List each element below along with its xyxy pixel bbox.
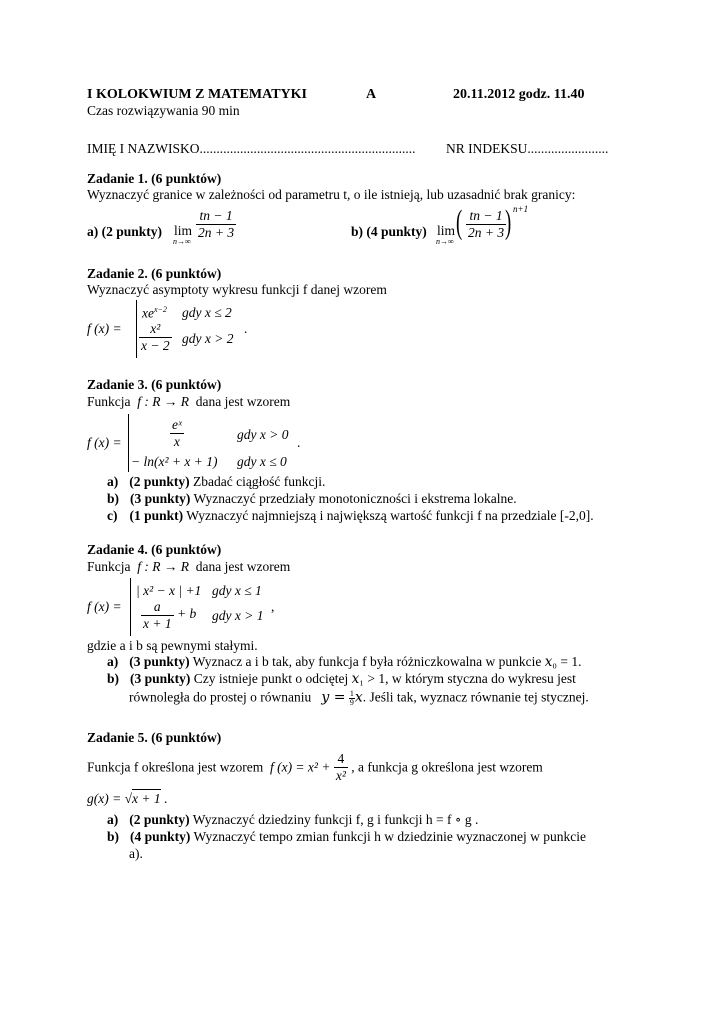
task5-g-def xyxy=(87,792,167,806)
exam-group: A xyxy=(366,87,377,102)
task4-item-a-letter: a) xyxy=(107,654,119,669)
task5-g-end: . xyxy=(160,791,168,806)
task2-case2-den: x − 2 xyxy=(141,337,170,353)
name-field: IMIĘ I NAZWISKO................................................................ xyxy=(87,141,416,156)
task2-end: . xyxy=(244,321,248,336)
task2-text xyxy=(87,283,387,297)
task4-brace xyxy=(130,578,131,636)
task3-item-a xyxy=(107,475,325,489)
task3-item-b xyxy=(107,492,517,506)
time-limit: Czas rozwiązywania 90 min xyxy=(87,103,240,118)
task5-item-a xyxy=(107,813,478,827)
task2-case1 xyxy=(142,306,167,320)
task3-text-post: dana jest wzorem xyxy=(195,394,291,409)
task1-b-numerator: tn − 1 xyxy=(466,209,506,225)
task3-item-a-pts: (2 punkty) xyxy=(129,474,190,489)
task3-item-a-letter: a) xyxy=(107,474,119,489)
sqrt-symbol: √ xyxy=(124,791,133,806)
task1-b-denominator: 2n + 3 xyxy=(468,224,505,240)
task3-item-a-text: Zbadać ciągłość funkcji. xyxy=(189,474,326,489)
task4-text xyxy=(87,560,290,574)
task3-case1-fraction xyxy=(170,418,184,448)
task4-title: Zadanie 4. (6 punktów) xyxy=(87,542,222,557)
task3-text-pre: Funkcja xyxy=(87,394,131,409)
task4-case1-expr: | x² − x | +1 xyxy=(136,583,202,598)
task2-case1-cond: gdy x ≤ 2 xyxy=(182,305,232,320)
task4-text-post: dana jest wzorem xyxy=(195,559,291,574)
task4-item-a-text: Wyznacz a i b tak, aby funkcja f była różniczkowalna w punkcie 𝑥₀ = 1. xyxy=(189,654,582,669)
task3-title: Zadanie 3. (6 punktów) xyxy=(87,377,222,392)
task5-line1-pre: Funkcja f określona jest wzorem xyxy=(87,759,264,775)
task3-item-b-letter: b) xyxy=(107,491,120,506)
task3-item-c xyxy=(107,509,594,523)
task3-case1-den: x xyxy=(173,433,180,449)
task2-case1-sup: x−2 xyxy=(153,305,167,314)
task4-item-b xyxy=(107,672,576,686)
task4-map: f : R → R xyxy=(137,559,189,574)
exam-date: 20.11.2012 godz. 11.40 xyxy=(453,87,585,102)
task3-item-b-text: Wyznaczyć przedziały monotoniczności i ekstrema lokalne. xyxy=(190,491,517,506)
task5-g-expr: g(x) = xyxy=(87,791,125,806)
task1-a-label: a) (2 punkty) xyxy=(87,224,163,239)
task2-title: Zadanie 2. (6 punktów) xyxy=(87,266,222,281)
task2-fx: f (x) = xyxy=(87,321,122,336)
task3-item-c-text: Wyznaczyć najmniejszą i największą wartość funkcji f na przedziale [-2,0]. xyxy=(183,508,594,523)
task2-brace xyxy=(136,300,137,358)
task4-item-b-text: Czy istnieje punkt o odciętej 𝑥₁ > 1, w którym styczna do wykresu jest xyxy=(190,671,576,686)
task4-eq-lhs: 𝑦 = xyxy=(321,689,346,706)
task5-g-root: x + 1 xyxy=(132,791,161,806)
task2-case2-num: x² xyxy=(139,322,172,338)
task5-item-a-letter: a) xyxy=(107,812,119,827)
task5-item-b-cont: a). xyxy=(129,846,143,861)
task5-f-expr: f (x) = x² + xyxy=(269,759,331,775)
task5-line1 xyxy=(87,752,543,782)
task5-item-a-pts: (2 punkty) xyxy=(129,812,190,827)
task2-case2-cond: gdy x > 2 xyxy=(182,331,234,346)
task3-item-b-pts: (3 punkty) xyxy=(130,491,191,506)
task1-b-lim-sub: n→∞ xyxy=(436,237,454,246)
task1-b-left-paren: ( xyxy=(456,204,463,241)
task4-case2-num: a xyxy=(141,600,174,616)
task3-case1-cond: gdy x > 0 xyxy=(237,427,289,442)
task3-end: . xyxy=(297,435,301,450)
task4-case1-cond: gdy x ≤ 1 xyxy=(212,583,262,598)
exam-title: I KOLOKWIUM Z MATEMATYKI xyxy=(87,87,307,102)
task3-item-c-pts: (1 punkt) xyxy=(129,508,184,523)
task5-title: Zadanie 5. (6 punktów) xyxy=(87,730,222,745)
task4-eq-var: 𝑥 xyxy=(354,689,363,706)
task2-text-body: Wyznaczyć asymptoty wykresu funkcji f danej wzorem xyxy=(87,282,387,297)
task4-item-a xyxy=(107,655,582,669)
task4-case2 xyxy=(141,600,196,630)
task4-eq-num: 1 xyxy=(349,689,354,698)
task4-item-b-letter: b) xyxy=(107,671,120,686)
task5-item-b xyxy=(107,830,586,844)
task1-title: Zadanie 1. (6 punktów) xyxy=(87,171,222,186)
task3-brace xyxy=(128,414,129,472)
index-field: NR INDEKSU........................ xyxy=(446,141,609,156)
task4-item-b-line2-pre: równoległa do prostej o równaniu xyxy=(129,689,312,705)
task4-item-b-line2-post: . Jeśli tak, wyznacz równanie tej stycznej. xyxy=(362,689,589,705)
task5-item-a-text: Wyznaczyć dziedziny funkcji f, g i funkcji h = f ∘ g . xyxy=(189,812,479,827)
task5-f-den: x² xyxy=(335,767,346,783)
task3-case2-expr: − ln(x² + x + 1) xyxy=(131,454,218,469)
task5-item-b-letter: b) xyxy=(107,829,120,844)
task4-end: , xyxy=(271,599,275,614)
task3-map: f : R → R xyxy=(137,394,189,409)
task5-item-b-pts: (4 punkty) xyxy=(130,829,191,844)
task5-f-num: 4 xyxy=(334,752,348,768)
task1-b-exponent: n+1 xyxy=(513,204,529,214)
task1-a-fraction xyxy=(196,209,236,239)
task4-eq-den: 9 xyxy=(349,698,354,707)
task4-text-pre: Funkcja xyxy=(87,559,131,574)
task1-b-right-paren: ) xyxy=(505,204,512,241)
task3-case1-num: eˣ xyxy=(172,417,182,432)
task1-a-lim-sub: n→∞ xyxy=(173,237,191,246)
task4-item-b-pts: (3 punkty) xyxy=(130,671,191,686)
task1-a-denominator: 2n + 3 xyxy=(198,224,235,240)
task3-case2-cond: gdy x ≤ 0 xyxy=(237,454,287,469)
task1-b-fraction xyxy=(466,209,506,239)
task4-case2-den: x + 1 xyxy=(143,615,172,631)
task3-item-c-letter: c) xyxy=(107,508,118,523)
task1-a-numerator: tn − 1 xyxy=(196,209,236,225)
task1-b-label: b) (4 punkty) xyxy=(351,224,427,239)
task4-constants: gdzie a i b są pewnymi stałymi. xyxy=(87,638,258,653)
task1-b-lim: lim xyxy=(437,223,456,238)
task2-case2-fraction xyxy=(139,322,172,352)
task4-case2-cond: gdy x > 1 xyxy=(212,608,264,623)
task1-a-lim: lim xyxy=(174,223,193,238)
task3-fx: f (x) = xyxy=(87,435,122,450)
task4-case2-plus: + b xyxy=(176,606,197,622)
task4-fx: f (x) = xyxy=(87,599,122,614)
task2-case1-expr: xe xyxy=(142,305,154,321)
task5-item-b-text: Wyznaczyć tempo zmian funkcji h w dziedzinie wyznaczonej w punkcie xyxy=(190,829,586,844)
task4-item-b-line2 xyxy=(129,690,589,707)
task4-item-a-pts: (3 punkty) xyxy=(129,654,190,669)
task1-text: Wyznaczyć granice w zależności od parametru t, o ile istnieją, lub uzasadnić brak granicy: xyxy=(87,187,576,202)
task3-text xyxy=(87,395,290,409)
task5-line1-post: , a funkcja g określona jest wzorem xyxy=(351,759,543,775)
